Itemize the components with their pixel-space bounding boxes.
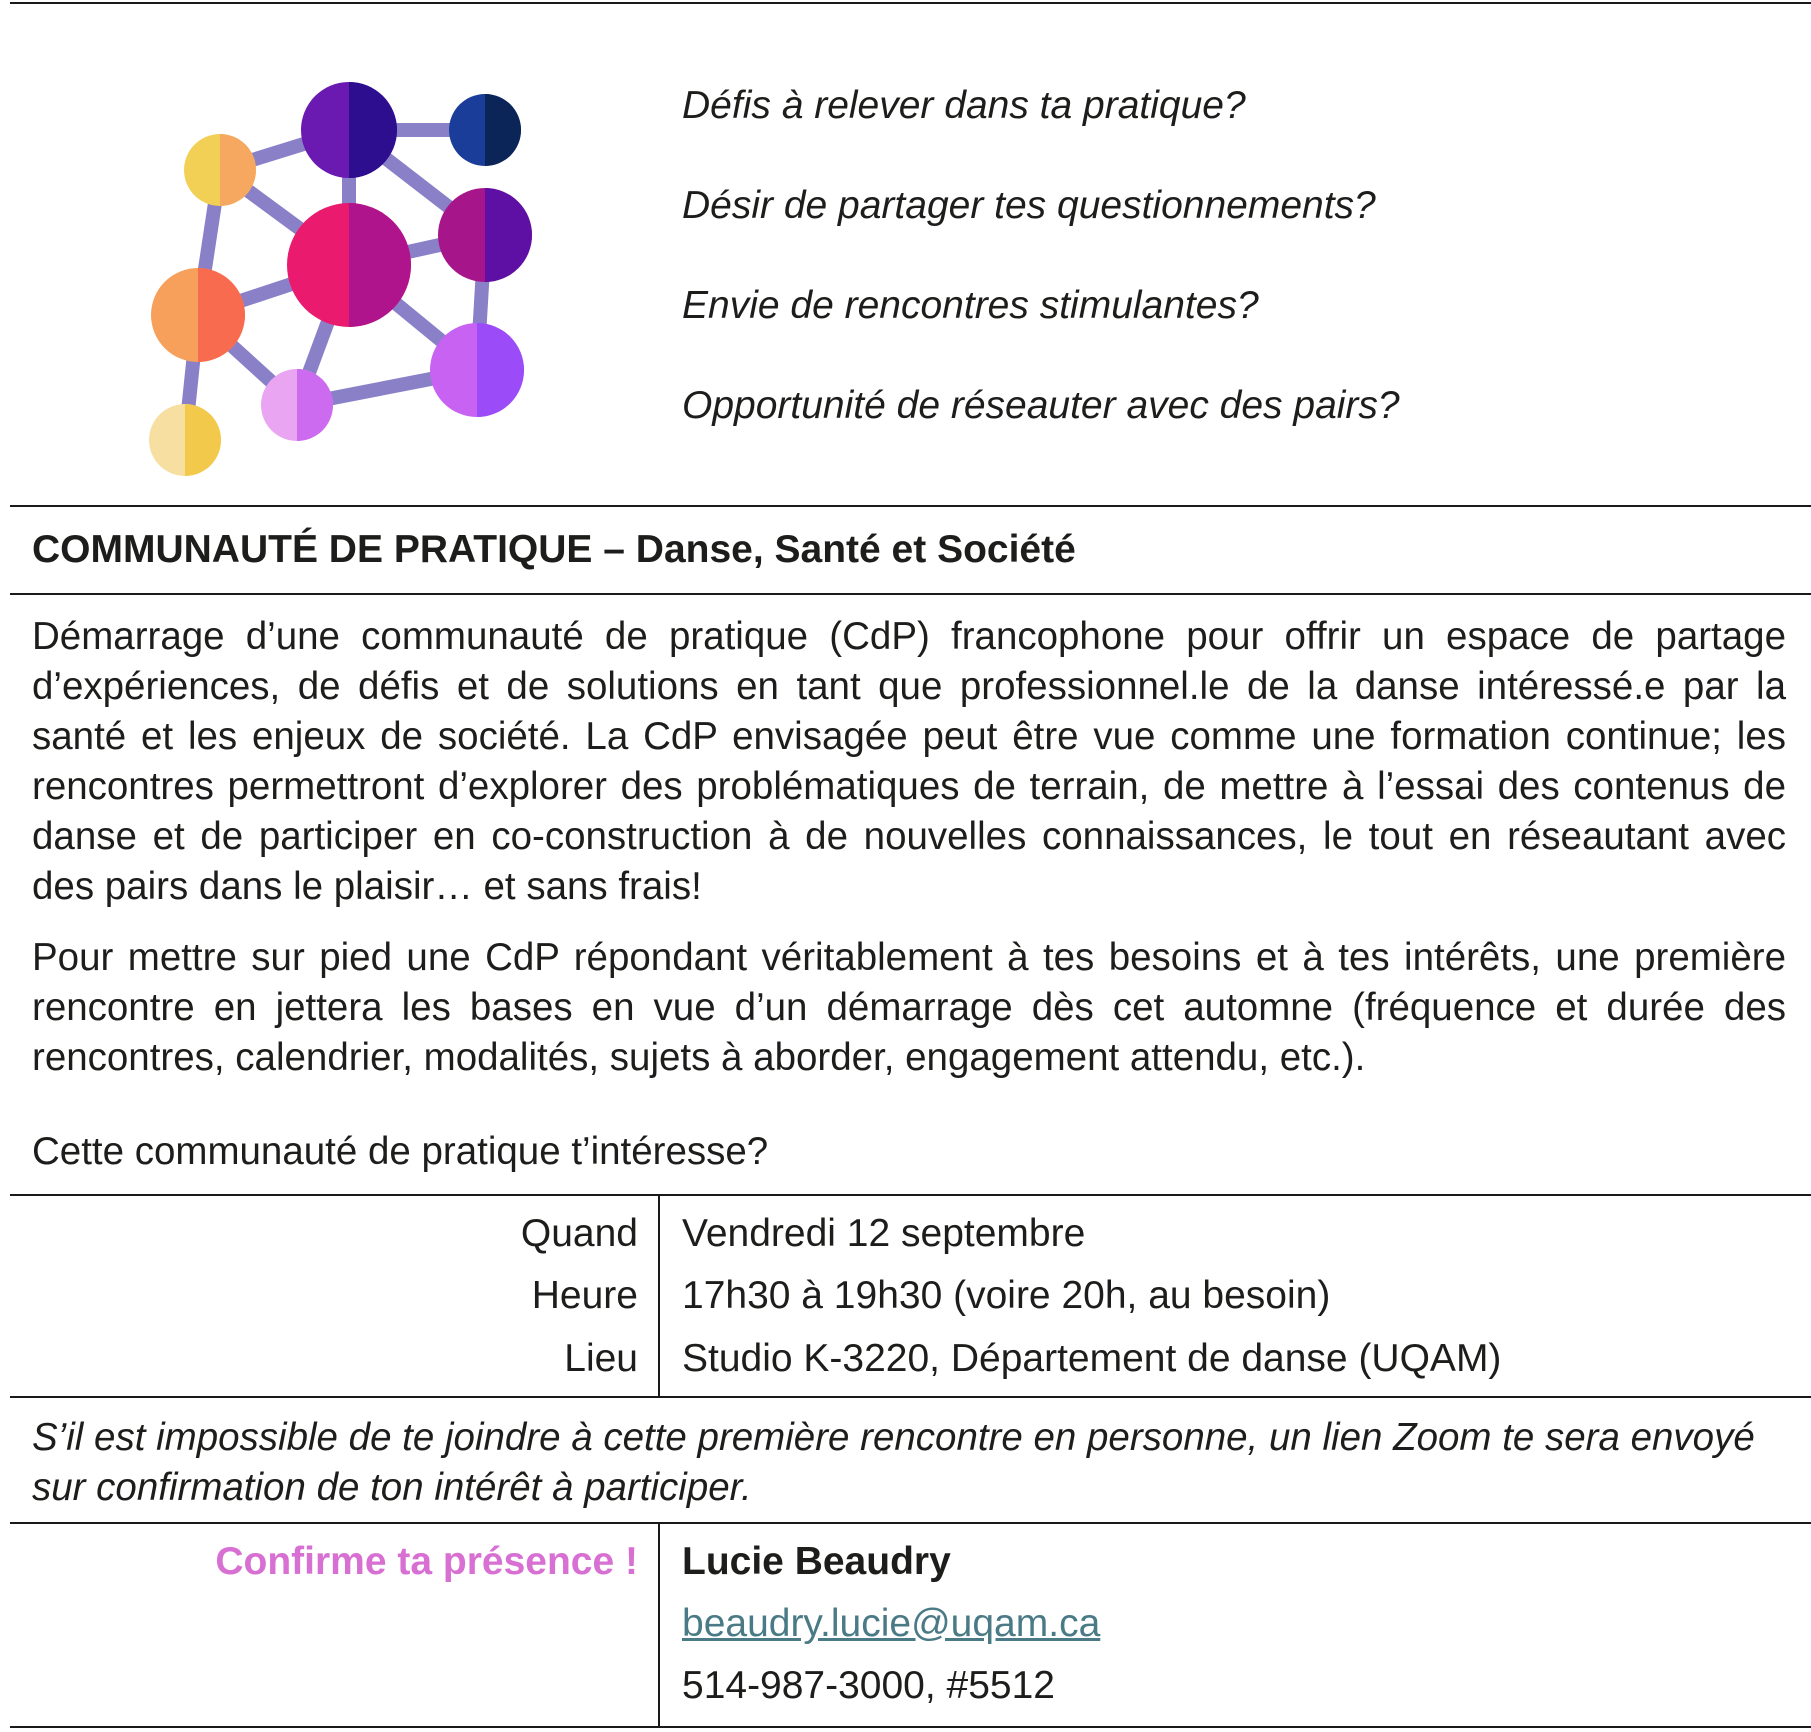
node-top-right-blue <box>449 94 521 166</box>
node-right-plum <box>438 188 532 282</box>
node-bottom-right-violet <box>430 323 524 417</box>
page-title: COMMUNAUTÉ DE PRATIQUE – Danse, Santé et Société <box>32 528 1076 571</box>
time-value: 17h30 à 19h30 (voire 20h, au besoin) <box>682 1274 1331 1317</box>
contact-divider <box>658 1524 660 1726</box>
title-top-rule <box>10 505 1811 507</box>
contact-top-rule <box>10 1522 1811 1524</box>
node-bottom-lilac <box>261 369 333 441</box>
details-top-rule <box>10 1194 1811 1196</box>
node-bottom-left-yellow <box>149 404 221 476</box>
when-label: Quand <box>520 1212 638 1255</box>
zoom-note: S’il est impossible de te joindre à cette première rencontre en personne, un lien Zoom te sera envoyé sur confirmation de ton intérêt à participer. <box>32 1416 1755 1509</box>
when-value: Vendredi 12 septembre <box>682 1212 1086 1255</box>
interest-question: Cette communauté de pratique t’intéresse? <box>32 1130 769 1173</box>
place-value: Studio K-3220, Département de danse (UQAM) <box>682 1337 1502 1380</box>
top-rule <box>10 2 1811 4</box>
details-bottom-rule <box>10 1396 1811 1398</box>
purpose-paragraph: Pour mettre sur pied une CdP répondant véritablement à tes besoins et à tes intérêts, une première rencontre en jettera les bases en vue d’un démarrage dès cet automne (fréquence et durée des rencontres, calendrier, modalités, sujets à aborder, engagement attendu, etc.). <box>32 936 1786 1079</box>
node-left-orange <box>151 268 245 362</box>
time-label: Heure <box>531 1274 638 1317</box>
network-molecule-icon <box>140 70 540 490</box>
node-top-left-yellow <box>184 134 256 206</box>
intro-paragraph: Démarrage d’une communauté de pratique (CdP) francophone pour offrir un espace de partage d’expériences, de défis et de solutions en tant que professionnel.le de la danse intéressé.e par la santé et les enjeux de société. La CdP envisagée peut être vue comme une formation continue; les rencontres permettront d’explorer des problématiques de terrain, de mettre à l’essai des contenus de danse et de participer en co-construction à de nouvelles connaissances, le tout en réseautant avec des pairs dans le plaisir… et sans frais! <box>32 615 1786 908</box>
contact-email-link[interactable]: beaudry.lucie@uqam.ca <box>682 1602 1101 1645</box>
question-networking: Opportunité de réseauter avec des pairs? <box>682 384 1400 427</box>
contact-name: Lucie Beaudry <box>682 1540 951 1583</box>
place-label: Lieu <box>564 1337 638 1380</box>
node-center-magenta <box>287 203 411 327</box>
details-divider <box>658 1196 660 1396</box>
bottom-rule <box>10 1726 1811 1728</box>
confirm-presence-label: Confirme ta présence ! <box>215 1540 638 1583</box>
question-meetings: Envie de rencontres stimulantes? <box>682 284 1259 327</box>
node-top-purple <box>301 82 397 178</box>
question-sharing: Désir de partager tes questionnements? <box>682 184 1376 227</box>
contact-phone: 514-987-3000, #5512 <box>682 1664 1055 1707</box>
question-challenges: Défis à relever dans ta pratique? <box>682 84 1246 127</box>
title-bottom-rule <box>10 593 1811 595</box>
